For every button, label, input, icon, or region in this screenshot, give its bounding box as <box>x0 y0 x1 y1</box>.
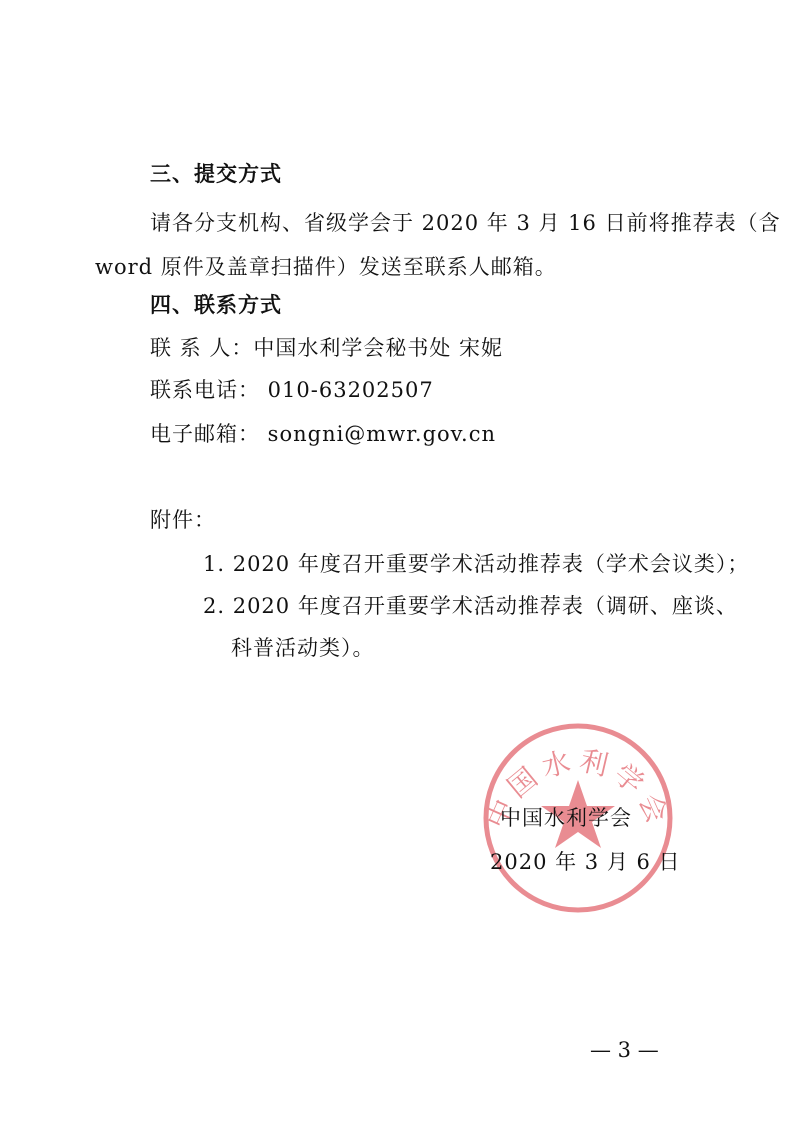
section-4-heading: 四、联系方式 <box>150 293 282 317</box>
section-3-paragraph-line-2: word 原件及盖章扫描件）发送至联系人邮箱。 <box>95 255 557 279</box>
seal-text: 中国水利学会 <box>479 743 677 834</box>
page-number: — 3 — <box>590 1038 659 1062</box>
contact-person: 联 系 人：中国水利学会秘书处 宋妮 <box>150 336 504 360</box>
attachment-item-2-line-2: 科普活动类）。 <box>231 636 375 660</box>
section-3-paragraph-line-1: 请各分支机构、省级学会于 2020 年 3 月 16 日前将推荐表（含 <box>150 211 781 235</box>
issuing-organization: 中国水利学会 <box>500 806 632 830</box>
issue-date: 2020 年 3 月 6 日 <box>490 850 681 874</box>
attachments-label: 附件： <box>150 508 216 532</box>
section-3-heading: 三、提交方式 <box>150 162 282 186</box>
contact-email: 电子邮箱： songni@mwr.gov.cn <box>150 422 497 446</box>
attachment-item-2-line-1: 2. 2020 年度召开重要学术活动推荐表（调研、座谈、 <box>203 594 738 618</box>
attachment-item-1: 1. 2020 年度召开重要学术活动推荐表（学术会议类）； <box>203 552 750 576</box>
contact-phone: 联系电话： 010-63202507 <box>150 378 434 402</box>
